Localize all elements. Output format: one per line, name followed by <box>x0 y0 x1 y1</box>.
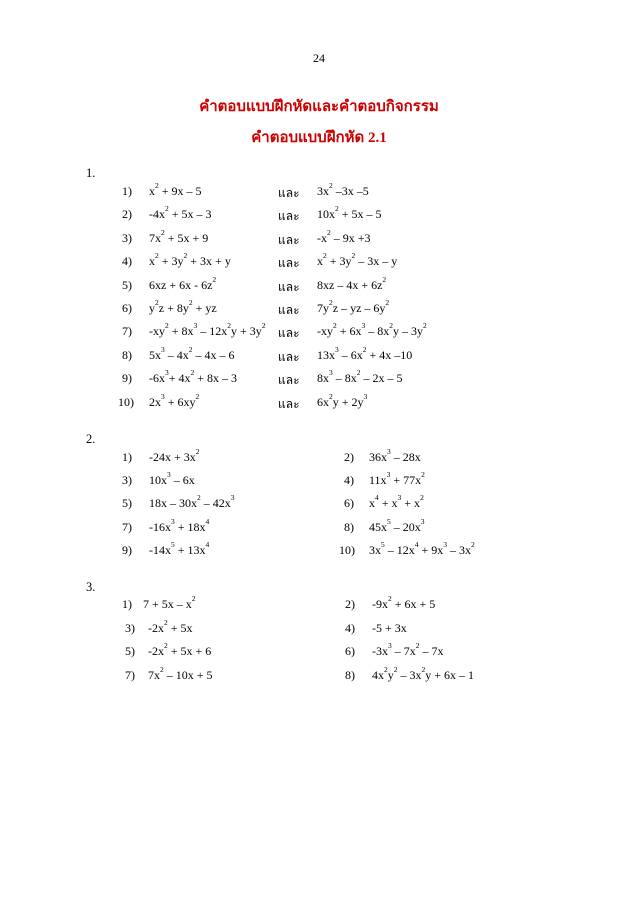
answer-right-expression: $x^2 + 3y^2 - 3x - y$ <box>317 251 398 269</box>
answer-row <box>0 274 638 296</box>
answer-number: 2) <box>345 597 355 611</box>
conjunction-and: และ <box>278 256 300 271</box>
answer-row <box>0 594 638 615</box>
conjunction-and: และ <box>278 209 300 224</box>
answer-expression: -5 + 3x <box>372 620 407 635</box>
answer-right-expression: $-xy^2 + 6x^3 - 8x^2y - 3y^2$ <box>317 321 427 339</box>
answer-number: 1) <box>122 184 132 198</box>
conjunction-and: และ <box>278 232 300 247</box>
answer-left-expression: $x^2 + 9x - 5$ <box>149 181 202 198</box>
answer-left-expression: $y^2z + 8y^2$ + yz <box>149 298 217 315</box>
answer-number: 9) <box>122 542 132 557</box>
answer-expression: $18x - 30x^2 - 42x^3$ <box>149 493 235 511</box>
answer-expression: $36x^3 - 28x$ <box>369 447 421 464</box>
answer-row <box>0 368 638 389</box>
answer-left-expression: $5x^3 - 4x^2 - 4x - 6$ <box>149 344 235 362</box>
section-1-label: 1. <box>86 166 96 180</box>
answer-number: 9) <box>122 371 132 386</box>
conjunction-and: และ <box>278 279 300 294</box>
answer-expression: $-3x^3 - 7x^2 - 7x$ <box>372 641 444 659</box>
answer-left-expression: $2x^3 + 6xy^2$ <box>149 391 200 409</box>
answer-number: 8) <box>344 519 354 534</box>
conjunction-and: และ <box>278 373 300 388</box>
answer-right-expression: $7y^2z$ – yz – $6y^2$ <box>317 298 390 315</box>
conjunction-and: และ <box>278 396 300 411</box>
answer-left-expression: $-4x^2 + 5x - 3$ <box>149 204 212 222</box>
answer-right-expression: $8x^3 - 8x^2 - 2x - 5$ <box>317 368 403 386</box>
answer-number: 8) <box>345 667 355 682</box>
answer-row <box>0 227 638 249</box>
answer-number: 4) <box>344 473 354 488</box>
answer-number: 4) <box>122 254 132 269</box>
answer-number: 1) <box>122 450 132 464</box>
answer-number: 5) <box>125 644 135 659</box>
conjunction-and: และ <box>278 303 300 317</box>
answer-expression: $7 + 5x - x^2$ <box>143 594 196 611</box>
section-3-label: 3. <box>86 580 96 594</box>
answer-number: 10) <box>118 394 134 409</box>
conjunction-and: และ <box>278 349 300 364</box>
answer-row <box>0 391 638 413</box>
answer-row <box>0 447 638 468</box>
answer-right-expression: $3x^2$ –3x –5 <box>317 181 369 198</box>
answer-number: 6) <box>344 496 354 511</box>
answer-expression: $11x^3 + 77x^2$ <box>369 470 425 488</box>
answer-expression: $-2x^2 + 5x + 6$ <box>148 641 212 659</box>
answer-left-expression: $-6x^3+ 4x^2 + 8x - 3$ <box>149 368 238 386</box>
answer-number: 7) <box>122 324 132 339</box>
answer-right-expression: $10x^2 + 5x - 5$ <box>317 204 382 222</box>
answer-row <box>0 516 638 538</box>
answer-row <box>0 204 638 225</box>
answer-number: 1) <box>122 597 132 611</box>
answer-expression: $-14x^5 + 13x^4$ <box>149 539 210 557</box>
answer-right-expression: $6x^2y + 2y^3$ <box>317 391 368 409</box>
page-number: 24 <box>313 51 325 65</box>
answer-expression: $7x^2 - 10x + 5$ <box>148 664 213 682</box>
answer-expression: $-24x + 3x^2$ <box>149 447 200 464</box>
answer-row <box>0 641 638 662</box>
answer-number: 2) <box>344 450 354 464</box>
answer-row <box>0 298 638 319</box>
answer-row <box>0 617 638 639</box>
answer-row <box>0 664 638 686</box>
conjunction-and: และ <box>278 326 300 341</box>
answer-number: 5) <box>122 277 132 292</box>
page-title: คำตอบแบบฝึกหัดและคำตอบกิจกรรม <box>199 99 439 115</box>
answer-expression: $-9x^2 + 6x + 5$ <box>372 594 436 611</box>
answer-row <box>0 539 638 561</box>
answer-left-expression: $6xz + 6x - 6z^2$ <box>149 274 217 292</box>
answer-expression: $4x^2y^2 - 3x^2y + 6x - 1$ <box>372 664 475 682</box>
answer-number: 4) <box>345 620 355 635</box>
answer-number: 10) <box>339 542 355 557</box>
answer-row <box>0 344 638 366</box>
answer-number: 6) <box>345 644 355 659</box>
answer-row <box>0 181 638 202</box>
answer-number: 2) <box>122 207 132 222</box>
answer-expression: $-16x^3 + 18x^4$ <box>149 516 210 534</box>
answer-expression: $-2x^2 + 5x$ <box>148 617 193 635</box>
answer-row <box>0 470 638 491</box>
answer-expression: $x^4 + x^3 + x^2$ <box>369 493 424 511</box>
answer-number: 8) <box>122 347 132 362</box>
answer-left-expression: $7x^2 + 5x + 9$ <box>149 227 209 245</box>
answer-row <box>0 251 638 272</box>
answer-expression: $3x^5 - 12x^4 + 9x^3 - 3x^2$ <box>369 539 475 557</box>
answer-row <box>0 321 638 342</box>
section-2-label: 2. <box>86 432 96 446</box>
answer-number: 3) <box>122 230 132 245</box>
answer-number: 3) <box>125 620 135 635</box>
conjunction-and: และ <box>278 186 300 200</box>
answer-right-expression: $8xz - 4x + 6z^2$ <box>317 274 387 292</box>
answer-row <box>0 493 638 514</box>
answer-number: 7) <box>122 519 132 534</box>
answer-expression: $45x^5 - 20x^3$ <box>369 516 425 534</box>
exercise-subtitle: คำตอบแบบฝึกหัด 2.1 <box>251 130 387 146</box>
answer-left-expression: $-xy^2 + 8x^3 - 12x^2y + 3y^2$ <box>149 321 266 339</box>
answer-left-expression: $x^2 + 3y^2 + 3x + y$ <box>149 251 231 269</box>
answer-number: 5) <box>122 496 132 511</box>
answer-right-expression: $13x^3 - 6x^2 + 4x$ –10 <box>317 344 413 362</box>
answer-number: 7) <box>125 667 135 682</box>
answer-expression: $10x^3 - 6x$ <box>149 470 195 488</box>
answer-number: 3) <box>122 473 132 488</box>
answer-right-expression: $-x^2 - 9x +3$ <box>317 227 371 245</box>
answer-number: 6) <box>122 301 132 315</box>
